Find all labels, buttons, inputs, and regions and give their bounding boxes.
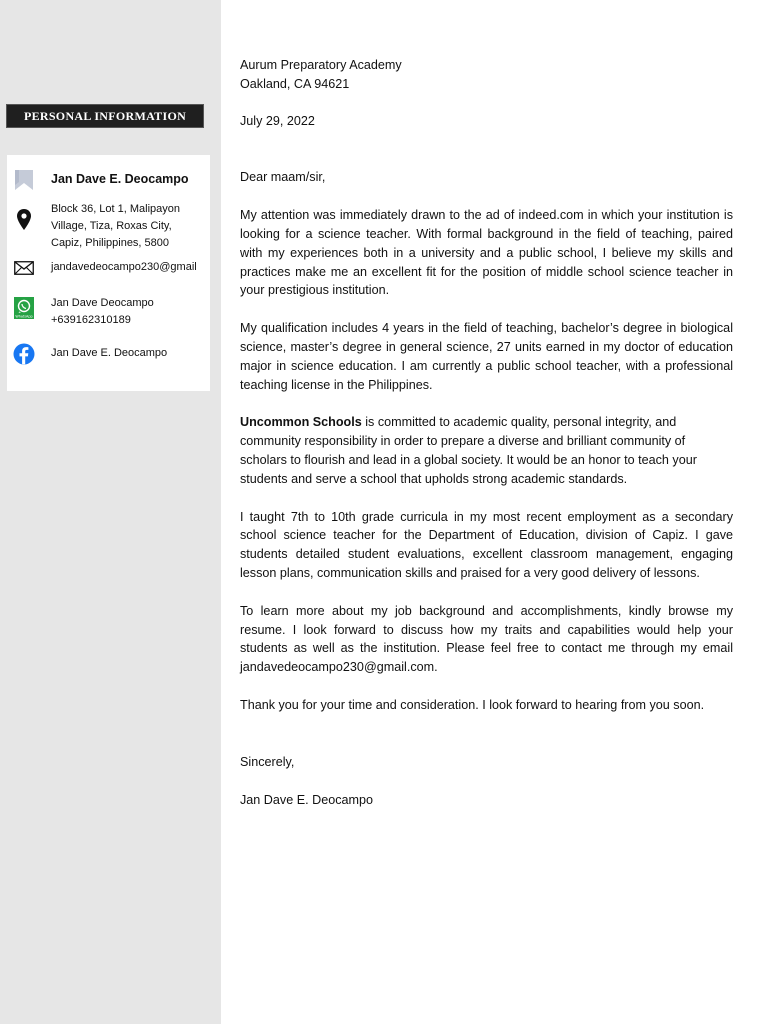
paragraph-1: My attention was immediately drawn to the ad of indeed.com in which your institution is looking for a science teacher. With formal background in the field of teaching, paired with my experiences both in a university and a public school, I believe my skills and practices make me an excellent fit for the position of middle school science teacher in your prestigious institution.: [240, 208, 733, 298]
school-name: Aurum Preparatory Academy: [240, 58, 402, 72]
sidebar: [0, 0, 221, 1024]
whatsapp-number[interactable]: +639162310189: [51, 314, 131, 326]
whatsapp-icon: [13, 297, 35, 319]
paragraph-6: Thank you for your time and consideration. I look forward to hearing from you soon.: [240, 697, 705, 712]
signature: Jan Dave E. Deocampo: [240, 792, 374, 807]
contact-card: [7, 155, 210, 391]
paragraph-3: [240, 413, 733, 488]
school-city: Oakland, CA 94621: [240, 76, 350, 91]
facebook-icon: [13, 343, 35, 365]
address: [51, 201, 180, 252]
whatsapp-contact: [51, 295, 154, 329]
facebook-name[interactable]: Jan Dave E. Deocampo: [51, 347, 168, 359]
bookmark-icon: [13, 169, 35, 191]
email[interactable]: jandavedeocampo230@gmail: [51, 261, 197, 273]
personal-information-header: PERSONAL INFORMATION: [6, 104, 204, 128]
address-line-3: Capiz, Philippines, 5800: [51, 237, 170, 249]
svg-text:WhatsApp: WhatsApp: [15, 314, 33, 319]
cover-letter: [240, 56, 733, 809]
salutation: Dear maam/sir,: [240, 170, 326, 185]
letter-date: July 29, 2022: [240, 113, 315, 128]
closing: Sincerely,: [240, 754, 295, 769]
whatsapp-name: Jan Dave Deocampo: [51, 297, 154, 309]
paragraph-3-text: is committed to academic quality, personal integrity, and community responsibility in order to prepare a diverse and brilliant community of scholars to flourish and lead in a global society. It would be an honor to teach your students and serve a school that upholds strong academic standards.: [240, 415, 697, 486]
paragraph-4: I taught 7th to 10th grade curricula in my most recent employment as a secondary school science teacher for the Department of Education, division of Capiz. I gave students detailed student evaluations, excellent classroom management, engaging lesson plans, communication skills and praised for a very good delivery of lessons.: [240, 509, 733, 580]
full-name: Jan Dave E. Deocampo: [51, 172, 189, 186]
company-name: Uncommon Schools: [240, 415, 362, 430]
address-line-1: Block 36, Lot 1, Malipayon: [51, 203, 181, 215]
paragraph-5: To learn more about my job background and accomplishments, kindly browse my resume. I look forward to discuss how my traits and capabilities would help your students as well as the institution. Please feel free to contact me through my email jandavedeocampo230@gmail.com.: [240, 603, 733, 675]
location-pin-icon: [13, 209, 35, 231]
address-line-2: Village, Tiza, Roxas City,: [51, 220, 172, 232]
envelope-icon: [13, 261, 35, 275]
paragraph-2: My qualification includes 4 years in the field of teaching, bachelor’s degree in biological science, master’s degree in general science, 27 units earned in my doctor of education major in science education. I am currently a public school teacher, with a professional teaching license in the Philippines.: [240, 321, 733, 392]
